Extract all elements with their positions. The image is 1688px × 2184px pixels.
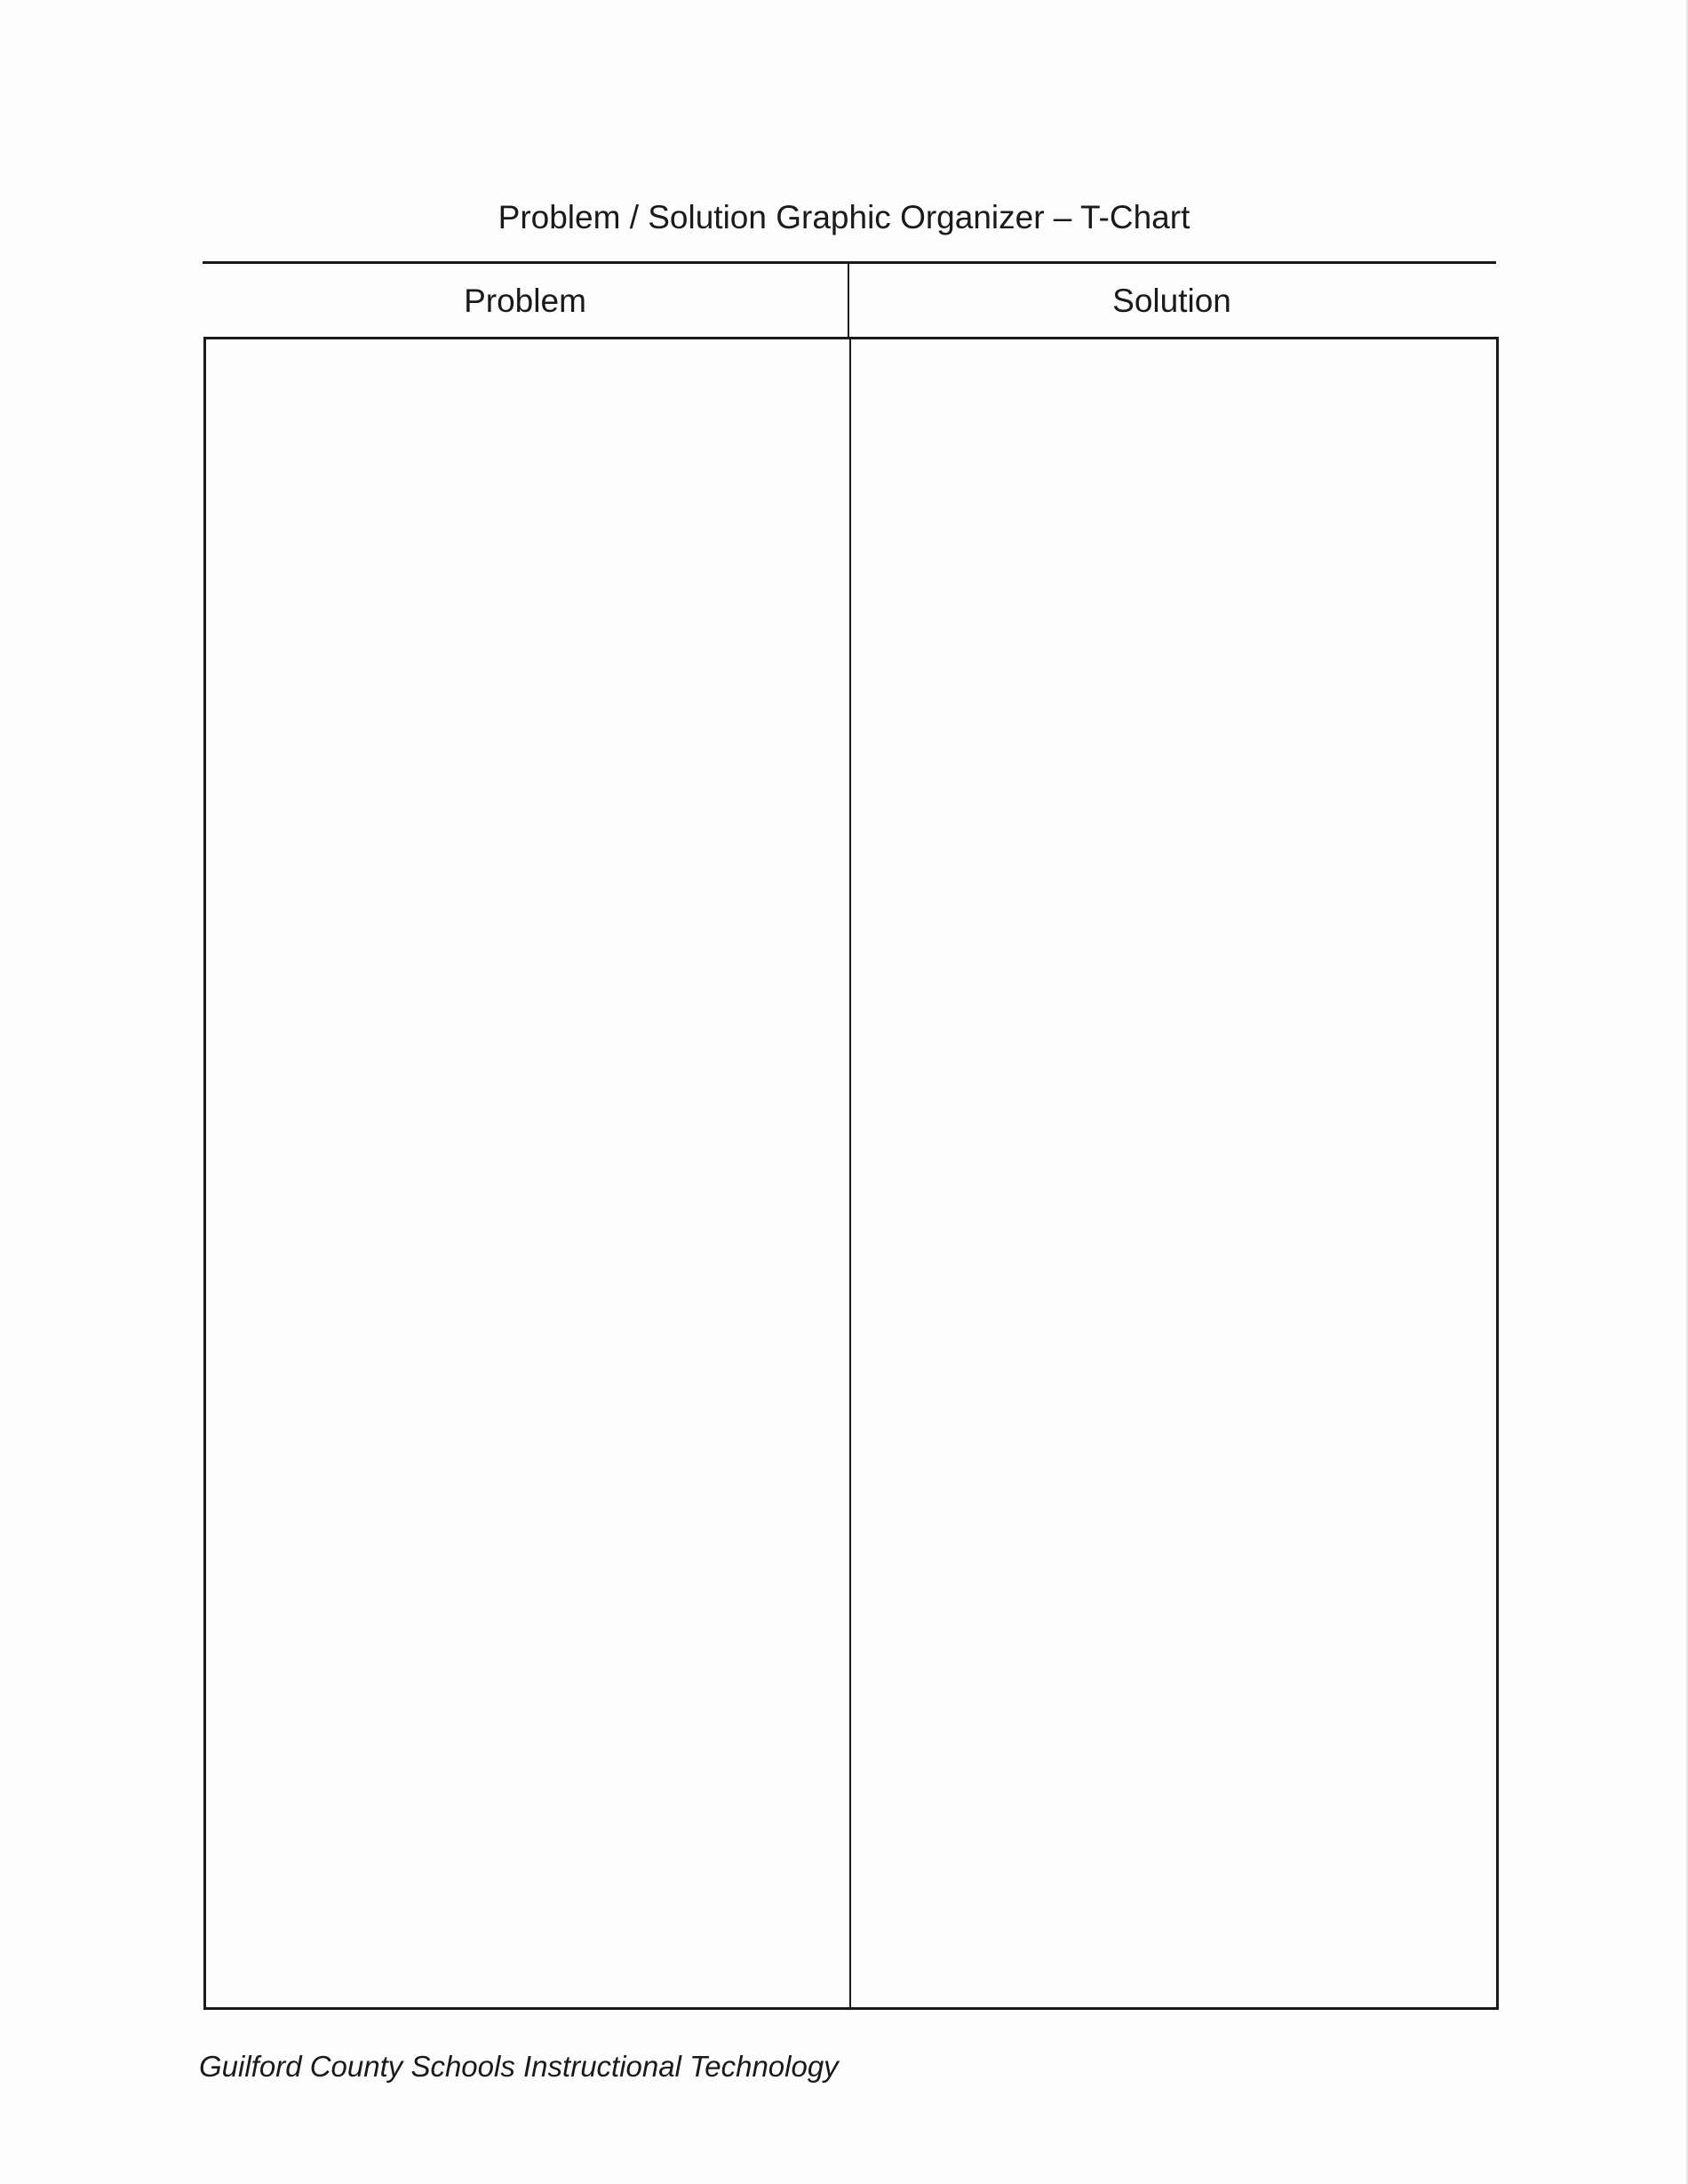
footer-credit: Guilford County Schools Instructional Technology [199,2050,839,2083]
solution-cell [851,339,1496,2007]
top-rule [203,261,1496,264]
t-chart-box [203,337,1499,2010]
page-title: Problem / Solution Graphic Organizer – T-Chart [498,199,1190,235]
problem-cell [206,339,849,2007]
column-header-solution: Solution [1112,283,1231,319]
column-header-problem: Problem [464,283,586,319]
